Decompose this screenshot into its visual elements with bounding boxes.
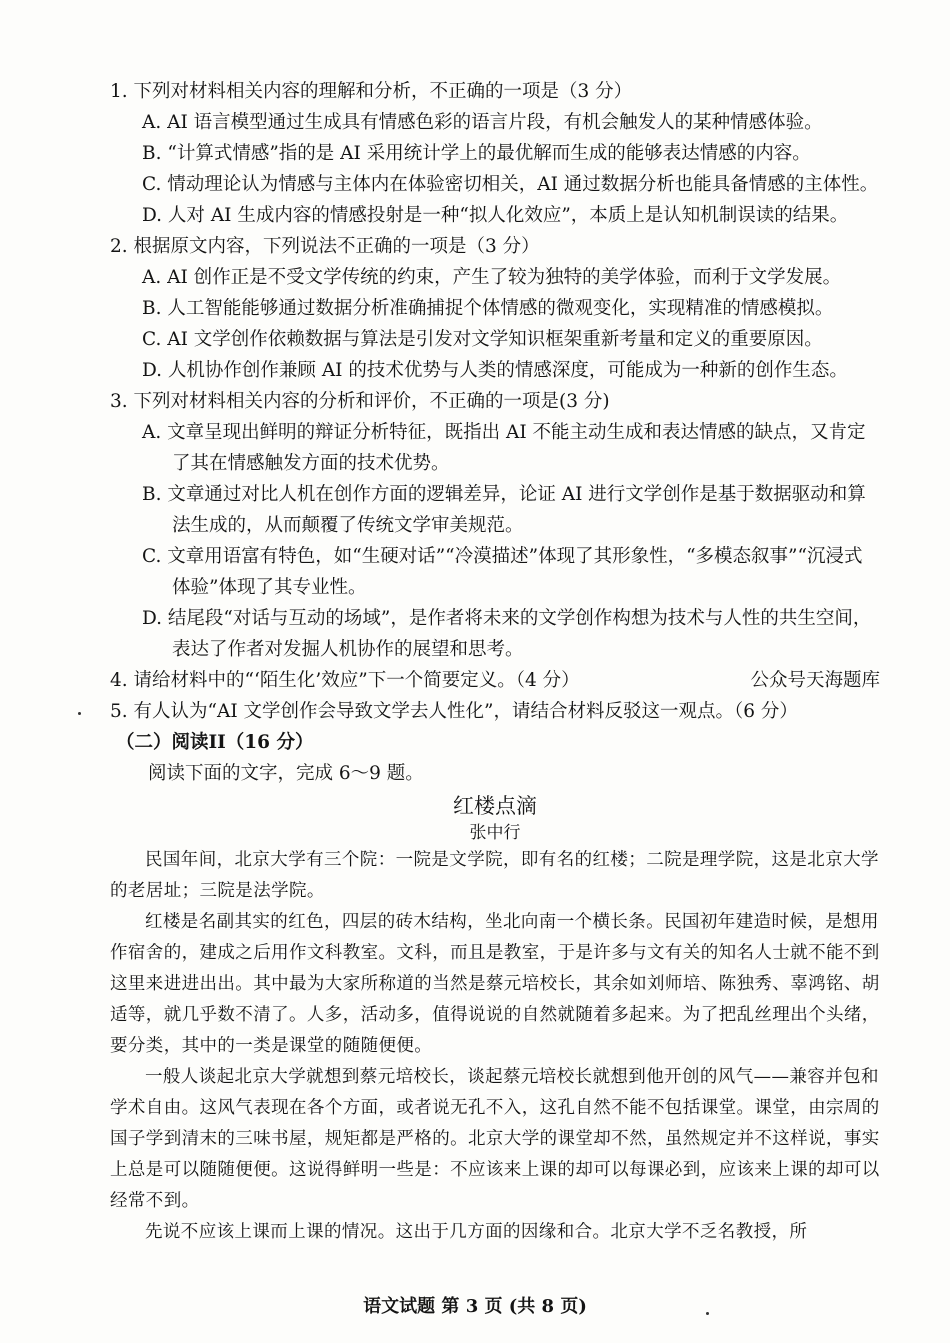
option-c: C. 文章用语富有特色，如“生硬对话”“冷漠描述”体现了其形象性，“多模态叙事”“沉浸式体验”体现了其专业性。 <box>142 546 863 598</box>
option-b: B. 人工智能能够通过数据分析准确捕捉个体情感的微观变化，实现精准的情感模拟。 <box>142 298 834 319</box>
article-paragraph: 民国年间，北京大学有三个院：一院是文学院，即有名的红楼；二院是理学院，这是北京大学的老居址；三院是法学院。 <box>110 850 879 901</box>
option-a: A. AI 创作正是不受文学传统的约束，产生了较为独特的美学体验，而利于文学发展。 <box>142 267 842 288</box>
section-instruction: 阅读下面的文字，完成 6～9 题。 <box>148 763 424 784</box>
article-paragraph: 先说不应该上课而上课的情况。这出于几方面的因缘和合。北京大学不乏名教授，所 <box>145 1222 808 1242</box>
option-c: C. 情动理论认为情感与主体内在体验密切相关，AI 通过数据分析也能具备情感的主体性。 <box>142 174 879 195</box>
question-stem: 2. 根据原文内容，下列说法不正确的一项是（3 分） <box>110 236 540 257</box>
article-author: 张中行 <box>469 823 521 843</box>
article-title: 红楼点滴 <box>453 794 537 818</box>
question-3 <box>110 386 880 665</box>
article <box>110 791 880 1248</box>
watermark-text: 公众号天海题库 <box>750 670 880 691</box>
scan-speck <box>78 712 81 715</box>
question-stem: 3. 下列对材料相关内容的分析和评价，不正确的一项是(3 分) <box>110 391 610 412</box>
question-4-text: 4. 请给材料中的“‘陌生化’效应”下一个简要定义。（4 分） <box>110 670 580 691</box>
option-c: C. AI 文学创作依赖数据与算法是引发对文学知识框架重新考量和定义的重要原因。 <box>142 329 823 350</box>
question-4 <box>110 665 880 696</box>
option-b: B. “计算式情感”指的是 AI 采用统计学上的最优解而生成的能够表达情感的内容。 <box>142 143 811 164</box>
question-stem: 1. 下列对材料相关内容的理解和分析，不正确的一项是（3 分） <box>110 81 633 102</box>
article-paragraph: 一般人谈起北京大学就想到蔡元培校长，谈起蔡元培校长就想到他开创的风气——兼容并包和学术自由。这风气表现在各个方面，或者说无孔不入，这孔自然不能不包括课堂。课堂，由宗周的国子学到清末的三味书屋，规矩都是严格的。北京大学的课堂却不然，虽然规定并不这样说，事实上总是可以随随便便。这说得鲜明一些是：不应该来上课的却可以每课必到，应该来上课的却可以经常不到。 <box>110 1067 880 1211</box>
option-b: B. 文章通过对比人机在创作方面的逻辑差异，论证 AI 进行文学创作是基于数据驱动和算法生成的，从而颠覆了传统文学审美规范。 <box>142 484 866 536</box>
option-d: D. 结尾段“对话与互动的场域”，是作者将未来的文学创作构想为技术与人性的共生空间，表达了作者对发掘人机协作的展望和思考。 <box>142 608 872 660</box>
section-heading: （二）阅读II（16 分） <box>116 732 314 753</box>
option-a: A. 文章呈现出鲜明的辩证分析特征，既指出 AI 不能主动生成和表达情感的缺点，又肯定了其在情感触发方面的技术优势。 <box>142 422 866 474</box>
question-1 <box>110 76 880 231</box>
option-a: A. AI 语言模型通过生成具有情感色彩的语言片段，有机会触发人的某种情感体验。 <box>142 112 823 133</box>
option-d: D. 人对 AI 生成内容的情感投射是一种“拟人化效应”，本质上是认知机制误读的结果。 <box>142 205 849 226</box>
page-footer: 语文试题 第 3 页 (共 8 页) <box>363 1296 587 1317</box>
question-5: 5. 有人认为“AI 文学创作会导致文学去人性化”，请结合材料反驳这一观点。（6 分） <box>110 701 798 722</box>
option-d: D. 人机协作创作兼顾 AI 的技术优势与人类的情感深度，可能成为一种新的创作生态。 <box>142 360 848 381</box>
question-2 <box>110 231 880 386</box>
article-paragraph: 红楼是名副其实的红色，四层的砖木结构，坐北向南一个横长条。民国初年建造时候，是想用作宿舍的，建成之后用作文科教室。文科，而且是教室，于是许多与文有关的知名人士就不能不到这里来进进出出。其中最为大家所称道的当然是蔡元培校长，其余如刘师培、陈独秀、辜鸿铭、胡适等，就几乎数不清了。人多，活动多，值得说说的自然就随着多起来。为了把乱丝理出个头绪，要分类，其中的一类是课堂的随随便便。 <box>110 912 880 1056</box>
